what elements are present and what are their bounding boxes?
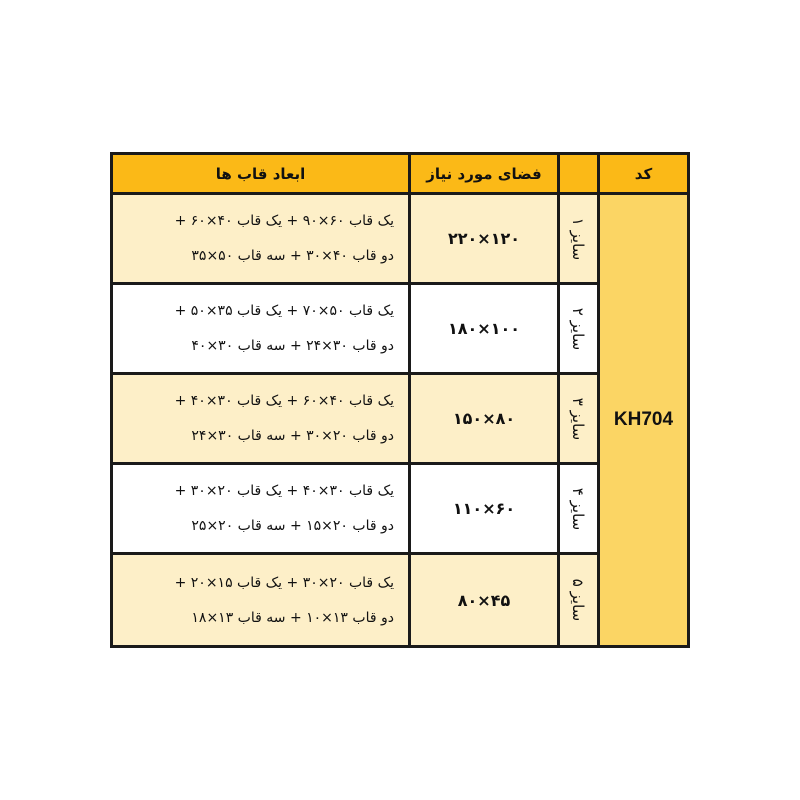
product-code: KH704 <box>600 195 687 645</box>
row-space: ۸۰×۱۵۰ <box>411 375 557 462</box>
row-dims-line1: یک قاب ۴۰×۶۰ + یک قاب ۳۰×۴۰ + <box>174 393 394 409</box>
row-dims <box>113 465 408 552</box>
row-space: ۴۵×۸۰ <box>411 555 557 645</box>
row-dims-line2: دو قاب ۲۰×۱۵ + سه قاب ۲۰×۲۵ <box>191 518 394 534</box>
row-dims-line1: یک قاب ۳۰×۴۰ + یک قاب ۲۰×۳۰ + <box>174 483 394 499</box>
row-size-label: سایز ۳ <box>569 397 588 440</box>
header-code: کد <box>600 155 687 192</box>
row-dims-line1: یک قاب ۲۰×۳۰ + یک قاب ۱۵×۲۰ + <box>174 574 394 591</box>
size-table <box>110 152 690 648</box>
row-space: ۱۲۰×۲۲۰ <box>411 195 557 282</box>
row-dims-line2: دو قاب ۱۳×۱۰ + سه قاب ۱۳×۱۸ <box>191 609 394 626</box>
row-dims-line1: یک قاب ۶۰×۹۰ + یک قاب ۴۰×۶۰ + <box>174 213 394 229</box>
row-space: ۶۰×۱۱۰ <box>411 465 557 552</box>
row-dims-line2: دو قاب ۲۰×۳۰ + سه قاب ۳۰×۲۴ <box>191 428 394 444</box>
row-dims <box>113 195 408 282</box>
row-size <box>560 375 597 462</box>
row-dims <box>113 375 408 462</box>
row-size-label: سایز ۲ <box>569 307 588 350</box>
row-dims <box>113 555 408 645</box>
row-size <box>560 195 597 282</box>
row-dims-line2: دو قاب ۴۰×۳۰ + سه قاب ۵۰×۳۵ <box>191 248 394 264</box>
row-dims-line2: دو قاب ۳۰×۲۴ + سه قاب ۳۰×۴۰ <box>191 338 394 354</box>
row-size-label: سایز ۴ <box>569 487 588 530</box>
header-dims: ابعاد قاب ها <box>113 155 408 192</box>
row-dims <box>113 285 408 372</box>
row-size-label: سایز ۱ <box>569 217 588 260</box>
row-dims-line1: یک قاب ۵۰×۷۰ + یک قاب ۳۵×۵۰ + <box>174 303 394 319</box>
header-space: فضای مورد نیاز <box>411 155 557 192</box>
header-size <box>560 155 597 192</box>
row-size <box>560 465 597 552</box>
row-size <box>560 555 597 645</box>
row-space: ۱۰۰×۱۸۰ <box>411 285 557 372</box>
row-size-label: سایز ۵ <box>569 578 588 622</box>
row-size <box>560 285 597 372</box>
